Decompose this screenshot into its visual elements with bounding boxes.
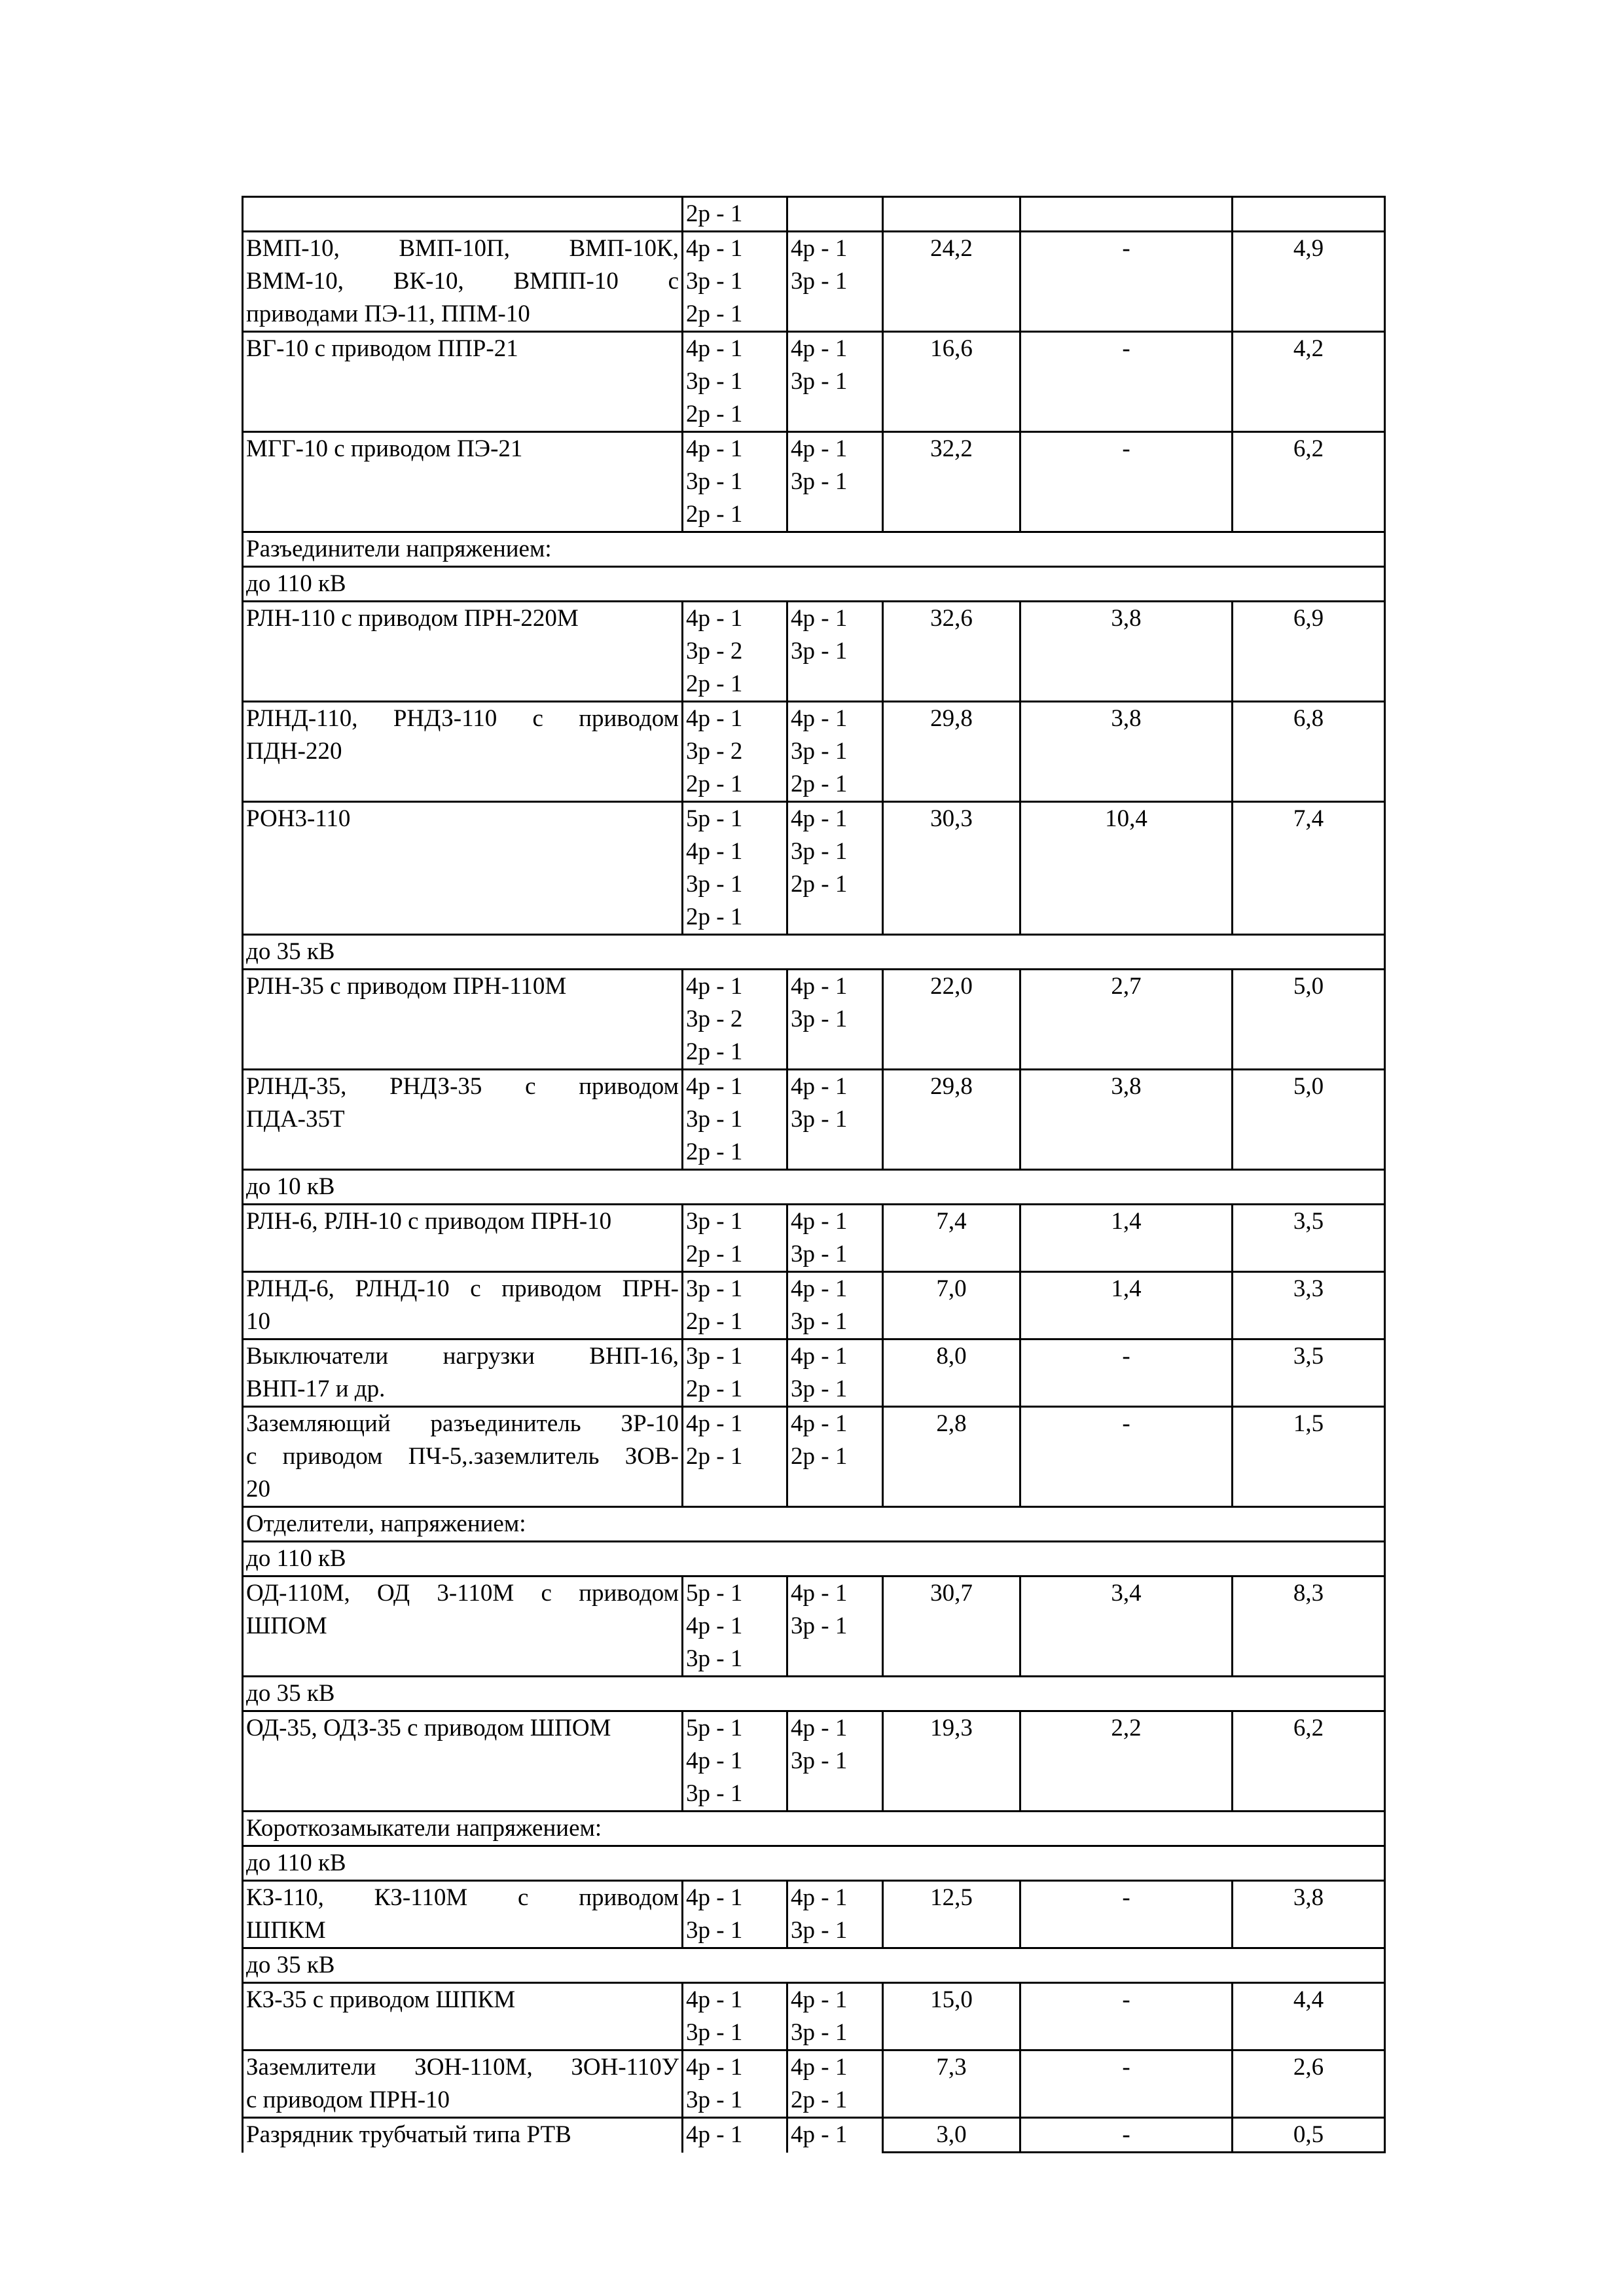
value-cell-c5: 1,4 <box>1020 1205 1233 1272</box>
value-cell-c5 <box>1020 197 1233 232</box>
grade-entry: 3р - 1 <box>791 1006 848 1032</box>
equipment-name-cell <box>243 2118 683 2153</box>
grade-entry: 3р - 1 <box>791 1376 848 1402</box>
section-row <box>243 1542 1385 1576</box>
grade-entry: 2р - 1 <box>686 301 743 327</box>
table-row <box>243 970 1385 1070</box>
grade-entry: 3р - 1 <box>686 1275 743 1302</box>
value-cell-c4: 16,6 <box>883 332 1020 432</box>
table-row <box>243 1070 1385 1170</box>
grade-entry: 2р - 1 <box>686 771 743 797</box>
grade-entry: 3р - 1 <box>686 268 743 295</box>
value-cell-c4: 24,2 <box>883 232 1020 332</box>
equipment-name-line: РЛН-6, РЛН-10 с приводом ПРН-10 <box>246 1208 612 1235</box>
grade-list-cell-a <box>683 1983 787 2050</box>
value-cell-c6: 4,4 <box>1233 1983 1385 2050</box>
value-cell-c5: - <box>1020 1339 1233 1407</box>
table-row <box>243 702 1385 802</box>
grade-entry: 2р - 1 <box>686 1139 743 1165</box>
table-row <box>243 232 1385 332</box>
grade-entry: 3р - 1 <box>686 1208 743 1235</box>
equipment-name-line: ШПОМ <box>246 1613 327 1639</box>
table-row <box>243 197 1385 232</box>
grade-list-cell-b <box>787 1881 883 1948</box>
equipment-name-line: 10 <box>246 1308 270 1335</box>
value-cell-c4: 19,3 <box>883 1711 1020 1812</box>
grade-list-cell-b <box>787 1205 883 1272</box>
grade-list-cell-a <box>683 1339 787 1407</box>
value-cell-c6: 4,9 <box>1233 232 1385 332</box>
equipment-name-cell <box>243 332 683 432</box>
grade-list-cell-b <box>787 970 883 1070</box>
grade-entry: 3р - 2 <box>686 738 743 765</box>
grade-entry: 3р - 1 <box>686 871 743 898</box>
grade-entry: 4р - 1 <box>791 605 848 632</box>
grade-list-cell-a <box>683 602 787 702</box>
section-heading: Отделители, напряжением: <box>243 1507 1385 1542</box>
value-cell-c6: 6,2 <box>1233 432 1385 532</box>
value-cell-c6: 5,0 <box>1233 1070 1385 1170</box>
table-row <box>243 432 1385 532</box>
section-row <box>243 1507 1385 1542</box>
grade-entry: 4р - 1 <box>686 2121 743 2148</box>
equipment-name-cell <box>243 802 683 935</box>
section-row <box>243 1677 1385 1711</box>
equipment-name-line: РЛНД-110, РНДЗ-110 с приводом <box>246 705 679 732</box>
grade-list-cell-a <box>683 802 787 935</box>
value-cell-c4: 22,0 <box>883 970 1020 1070</box>
grade-list-cell-a <box>683 332 787 432</box>
grade-entry: 2р - 1 <box>686 1443 743 1470</box>
value-cell-c4: 12,5 <box>883 1881 1020 1948</box>
grade-entry: 3р - 2 <box>686 638 743 665</box>
table-row <box>243 1881 1385 1948</box>
value-cell-c4: 32,6 <box>883 602 1020 702</box>
section-heading: до 10 кВ <box>243 1170 1385 1205</box>
grade-entry: 4р - 1 <box>791 1275 848 1302</box>
value-cell-c5: 3,4 <box>1020 1576 1233 1677</box>
grade-entry: 4р - 1 <box>686 1073 743 1100</box>
value-cell-c6: 3,5 <box>1233 1339 1385 1407</box>
equipment-name-cell <box>243 1576 683 1677</box>
equipment-name-cell <box>243 1983 683 2050</box>
grade-entry: 3р - 1 <box>686 1106 743 1133</box>
grade-list-cell-b <box>787 2118 883 2153</box>
value-cell-c5: 3,8 <box>1020 702 1233 802</box>
grade-entry: 3р - 1 <box>791 1917 848 1944</box>
grade-entry: 4р - 1 <box>791 1580 848 1607</box>
value-cell-c6: 3,5 <box>1233 1205 1385 1272</box>
value-cell-c6: 6,9 <box>1233 602 1385 702</box>
grade-list-cell-a <box>683 1711 787 1812</box>
grade-list-cell-b <box>787 1339 883 1407</box>
value-cell-c5: - <box>1020 232 1233 332</box>
equipment-name-line: ПДА-35Т <box>246 1106 345 1133</box>
grade-entry: 2р - 1 <box>686 401 743 428</box>
grade-entry: 4р - 1 <box>686 235 743 262</box>
grade-entry: 2р - 1 <box>686 1376 743 1402</box>
grade-list-cell-b <box>787 1070 883 1170</box>
grade-entry: 5р - 1 <box>686 805 743 832</box>
value-cell-c5: - <box>1020 2050 1233 2118</box>
grade-entry: 3р - 1 <box>791 1106 848 1133</box>
equipment-name-cell <box>243 970 683 1070</box>
grade-entry: 4р - 1 <box>791 335 848 362</box>
grade-list-cell-a <box>683 2118 787 2153</box>
grade-list-cell-b <box>787 1272 883 1339</box>
grade-entry: 4р - 1 <box>791 1073 848 1100</box>
grade-list-cell-a <box>683 1881 787 1948</box>
table-row <box>243 332 1385 432</box>
equipment-name-line: ВНП-17 и др. <box>246 1376 386 1402</box>
equipment-table <box>242 196 1386 2153</box>
table-row <box>243 1407 1385 1507</box>
table-row <box>243 602 1385 702</box>
grade-entry: 4р - 1 <box>791 1343 848 1370</box>
grade-entry: 3р - 1 <box>791 838 848 865</box>
value-cell-c6: 0,5 <box>1233 2118 1385 2153</box>
equipment-name-line: РЛНД-6, РЛНД-10 с приводом ПРН- <box>246 1275 679 1302</box>
grade-list-cell-b <box>787 2050 883 2118</box>
section-heading: до 110 кВ <box>243 567 1385 602</box>
value-cell-c5: 2,7 <box>1020 970 1233 1070</box>
section-row <box>243 1948 1385 1983</box>
table-row <box>243 2118 1385 2153</box>
value-cell-c6: 6,8 <box>1233 702 1385 802</box>
grade-entry: 4р - 1 <box>791 1410 848 1437</box>
equipment-name-line: Разрядник трубчатый типа РТВ <box>246 2121 571 2148</box>
grade-entry: 3р - 1 <box>686 2019 743 2046</box>
equipment-name-line: КЗ-35 с приводом ШПКМ <box>246 1986 516 2013</box>
section-heading: до 110 кВ <box>243 1846 1385 1881</box>
grade-list-cell-b <box>787 802 883 935</box>
value-cell-c4: 32,2 <box>883 432 1020 532</box>
table-row <box>243 1339 1385 1407</box>
equipment-name-line: МГГ-10 с приводом ПЭ-21 <box>246 435 523 462</box>
table-row <box>243 802 1385 935</box>
grade-entry: 2р - 1 <box>791 771 848 797</box>
grade-entry: 3р - 1 <box>791 2019 848 2046</box>
equipment-name-cell <box>243 1205 683 1272</box>
grade-list-cell-b <box>787 1407 883 1507</box>
value-cell-c5: - <box>1020 1881 1233 1948</box>
grade-entry: 4р - 1 <box>686 605 743 632</box>
section-row <box>243 1170 1385 1205</box>
grade-list-cell-a <box>683 1576 787 1677</box>
equipment-name-cell <box>243 602 683 702</box>
grade-entry: 4р - 1 <box>686 705 743 732</box>
equipment-name-cell <box>243 232 683 332</box>
grade-list-cell-a <box>683 1407 787 1507</box>
grade-entry: 4р - 1 <box>686 1410 743 1437</box>
grade-entry: 3р - 1 <box>686 1917 743 1944</box>
section-row <box>243 1812 1385 1846</box>
equipment-name-cell <box>243 1711 683 1812</box>
grade-list-cell-a <box>683 1070 787 1170</box>
value-cell-c5: 1,4 <box>1020 1272 1233 1339</box>
grade-entry: 2р - 1 <box>686 670 743 697</box>
equipment-name-line: 20 <box>246 1476 270 1503</box>
table-row <box>243 1272 1385 1339</box>
value-cell-c5: 3,8 <box>1020 602 1233 702</box>
section-heading: до 35 кВ <box>243 1677 1385 1711</box>
equipment-name-cell <box>243 1272 683 1339</box>
grade-entry: 4р - 1 <box>791 1986 848 2013</box>
grade-entry: 4р - 1 <box>686 335 743 362</box>
grade-entry: 5р - 1 <box>686 1580 743 1607</box>
table-row <box>243 1576 1385 1677</box>
grade-entry: 3р - 1 <box>686 1645 743 1672</box>
grade-entry: 4р - 1 <box>686 973 743 1000</box>
grade-entry: 4р - 1 <box>686 2054 743 2081</box>
grade-list-cell-b <box>787 232 883 332</box>
value-cell-c6: 5,0 <box>1233 970 1385 1070</box>
section-row <box>243 532 1385 567</box>
value-cell-c6 <box>1233 197 1385 232</box>
grade-entry: 3р - 1 <box>791 738 848 765</box>
equipment-name-line: приводами ПЭ-11, ППМ-10 <box>246 301 530 327</box>
equipment-name-line: ВГ-10 с приводом ППР-21 <box>246 335 518 362</box>
grade-entry: 2р - 1 <box>791 2086 848 2113</box>
equipment-name-cell <box>243 1339 683 1407</box>
grade-entry: 3р - 1 <box>791 1747 848 1774</box>
table-body <box>243 197 1385 2153</box>
grade-entry: 2р - 1 <box>686 1038 743 1065</box>
grade-list-cell-b <box>787 602 883 702</box>
grade-entry: 4р - 1 <box>791 705 848 732</box>
value-cell-c6: 2,6 <box>1233 2050 1385 2118</box>
grade-entry: 4р - 1 <box>791 2121 848 2148</box>
equipment-name-cell <box>243 1881 683 1948</box>
equipment-name-line: ОД-35, ОДЗ-35 с приводом ШПОМ <box>246 1715 611 1741</box>
grade-list-cell-b <box>787 197 883 232</box>
grade-entry: 4р - 1 <box>791 1208 848 1235</box>
grade-entry: 3р - 1 <box>791 638 848 665</box>
value-cell-c6: 3,8 <box>1233 1881 1385 1948</box>
equipment-name-line: ОД-110М, ОД 3-110М с приводом <box>246 1580 679 1607</box>
grade-entry: 4р - 1 <box>791 805 848 832</box>
grade-list-cell-b <box>787 432 883 532</box>
value-cell-c4: 30,7 <box>883 1576 1020 1677</box>
grade-entry: 2р - 1 <box>686 903 743 930</box>
equipment-name-line: РЛН-35 с приводом ПРН-110М <box>246 973 567 1000</box>
value-cell-c6: 8,3 <box>1233 1576 1385 1677</box>
grade-entry: 3р - 1 <box>791 1308 848 1335</box>
grade-entry: 3р - 1 <box>686 1780 743 1807</box>
grade-entry: 4р - 1 <box>686 838 743 865</box>
grade-entry: 3р - 2 <box>686 1006 743 1032</box>
section-heading: Разъединители напряжением: <box>243 532 1385 567</box>
grade-list-cell-b <box>787 702 883 802</box>
grade-entry: 2р - 1 <box>791 871 848 898</box>
grade-list-cell-a <box>683 197 787 232</box>
grade-entry: 3р - 1 <box>686 1343 743 1370</box>
value-cell-c6: 4,2 <box>1233 332 1385 432</box>
grade-entry: 3р - 1 <box>791 1241 848 1267</box>
table-row <box>243 1983 1385 2050</box>
equipment-name-line: РЛН-110 с приводом ПРН-220М <box>246 605 579 632</box>
grade-list-cell-a <box>683 232 787 332</box>
value-cell-c4: 3,0 <box>883 2118 1020 2153</box>
equipment-name-cell <box>243 197 683 232</box>
value-cell-c4: 15,0 <box>883 1983 1020 2050</box>
equipment-name-line: ВМП-10, ВМП-10П, ВМП-10К, <box>246 235 679 262</box>
value-cell-c4: 7,3 <box>883 2050 1020 2118</box>
value-cell-c6: 3,3 <box>1233 1272 1385 1339</box>
value-cell-c4 <box>883 197 1020 232</box>
grade-entry: 4р - 1 <box>686 1986 743 2013</box>
value-cell-c4: 29,8 <box>883 1070 1020 1170</box>
grade-list-cell-a <box>683 432 787 532</box>
value-cell-c5: - <box>1020 1983 1233 2050</box>
section-heading: до 35 кВ <box>243 935 1385 970</box>
section-row <box>243 1846 1385 1881</box>
table-row <box>243 2050 1385 2118</box>
grade-entry: 3р - 1 <box>791 268 848 295</box>
value-cell-c6: 1,5 <box>1233 1407 1385 1507</box>
section-row <box>243 567 1385 602</box>
grade-list-cell-b <box>787 1576 883 1677</box>
grade-entry: 4р - 1 <box>791 1884 848 1911</box>
grade-entry: 4р - 1 <box>686 435 743 462</box>
grade-entry: 4р - 1 <box>791 973 848 1000</box>
equipment-name-line: ВММ-10, ВК-10, ВМПП-10 с <box>246 268 679 295</box>
equipment-name-line: Выключатели нагрузки ВНП-16, <box>246 1343 679 1370</box>
grade-list-cell-a <box>683 2050 787 2118</box>
equipment-name-line: ПДН-220 <box>246 738 342 765</box>
section-row <box>243 935 1385 970</box>
grade-entry: 4р - 1 <box>686 1747 743 1774</box>
value-cell-c5: - <box>1020 2118 1233 2153</box>
grade-entry: 2р - 1 <box>791 1443 848 1470</box>
equipment-name-line: Заземлители ЗОН-110М, ЗОН-110У <box>246 2054 679 2081</box>
grade-entry: 4р - 1 <box>791 1715 848 1741</box>
value-cell-c5: - <box>1020 1407 1233 1507</box>
value-cell-c5: - <box>1020 432 1233 532</box>
equipment-name-line: Заземляющий разъединитель ЗР-10 <box>246 1410 679 1437</box>
equipment-name-cell <box>243 702 683 802</box>
grade-list-cell-a <box>683 1272 787 1339</box>
grade-entry: 2р - 1 <box>686 1241 743 1267</box>
section-heading: до 35 кВ <box>243 1948 1385 1983</box>
grade-entry: 4р - 1 <box>686 1613 743 1639</box>
grade-entry: 2р - 1 <box>686 200 743 227</box>
grade-list-cell-b <box>787 1711 883 1812</box>
grade-entry: 3р - 1 <box>791 1613 848 1639</box>
grade-entry: 3р - 1 <box>791 368 848 395</box>
equipment-name-line: с приводом ПЧ-5,.заземлитель ЗОВ- <box>246 1443 679 1470</box>
equipment-name-cell <box>243 1407 683 1507</box>
grade-entry: 3р - 1 <box>686 368 743 395</box>
value-cell-c6: 6,2 <box>1233 1711 1385 1812</box>
value-cell-c4: 30,3 <box>883 802 1020 935</box>
equipment-name-line: КЗ-110, КЗ-110М с приводом <box>246 1884 679 1911</box>
equipment-name-line: ШПКМ <box>246 1917 326 1944</box>
value-cell-c4: 2,8 <box>883 1407 1020 1507</box>
grade-list-cell-b <box>787 1983 883 2050</box>
value-cell-c5: - <box>1020 332 1233 432</box>
grade-entry: 2р - 1 <box>686 1308 743 1335</box>
section-heading: Короткозамыкатели напряжением: <box>243 1812 1385 1846</box>
equipment-name-cell <box>243 2050 683 2118</box>
grade-entry: 3р - 1 <box>791 468 848 495</box>
equipment-name-line: РЛНД-35, РНДЗ-35 с приводом <box>246 1073 679 1100</box>
grade-entry: 3р - 1 <box>686 468 743 495</box>
grade-entry: 5р - 1 <box>686 1715 743 1741</box>
grade-entry: 2р - 1 <box>686 501 743 528</box>
grade-entry: 4р - 1 <box>791 2054 848 2081</box>
grade-list-cell-b <box>787 332 883 432</box>
section-heading: до 110 кВ <box>243 1542 1385 1576</box>
table-row <box>243 1205 1385 1272</box>
value-cell-c5: 3,8 <box>1020 1070 1233 1170</box>
grade-entry: 4р - 1 <box>686 1884 743 1911</box>
grade-entry: 4р - 1 <box>791 435 848 462</box>
value-cell-c5: 10,4 <box>1020 802 1233 935</box>
equipment-name-line: с приводом ПРН-10 <box>246 2086 450 2113</box>
grade-list-cell-a <box>683 702 787 802</box>
value-cell-c4: 8,0 <box>883 1339 1020 1407</box>
grade-list-cell-a <box>683 1205 787 1272</box>
equipment-name-cell <box>243 1070 683 1170</box>
grade-list-cell-a <box>683 970 787 1070</box>
value-cell-c6: 7,4 <box>1233 802 1385 935</box>
equipment-name-cell <box>243 432 683 532</box>
value-cell-c5: 2,2 <box>1020 1711 1233 1812</box>
grade-entry: 3р - 1 <box>686 2086 743 2113</box>
value-cell-c4: 7,4 <box>883 1205 1020 1272</box>
value-cell-c4: 7,0 <box>883 1272 1020 1339</box>
table-row <box>243 1711 1385 1812</box>
value-cell-c4: 29,8 <box>883 702 1020 802</box>
equipment-name-line: РОН3-110 <box>246 805 351 832</box>
grade-entry: 4р - 1 <box>791 235 848 262</box>
